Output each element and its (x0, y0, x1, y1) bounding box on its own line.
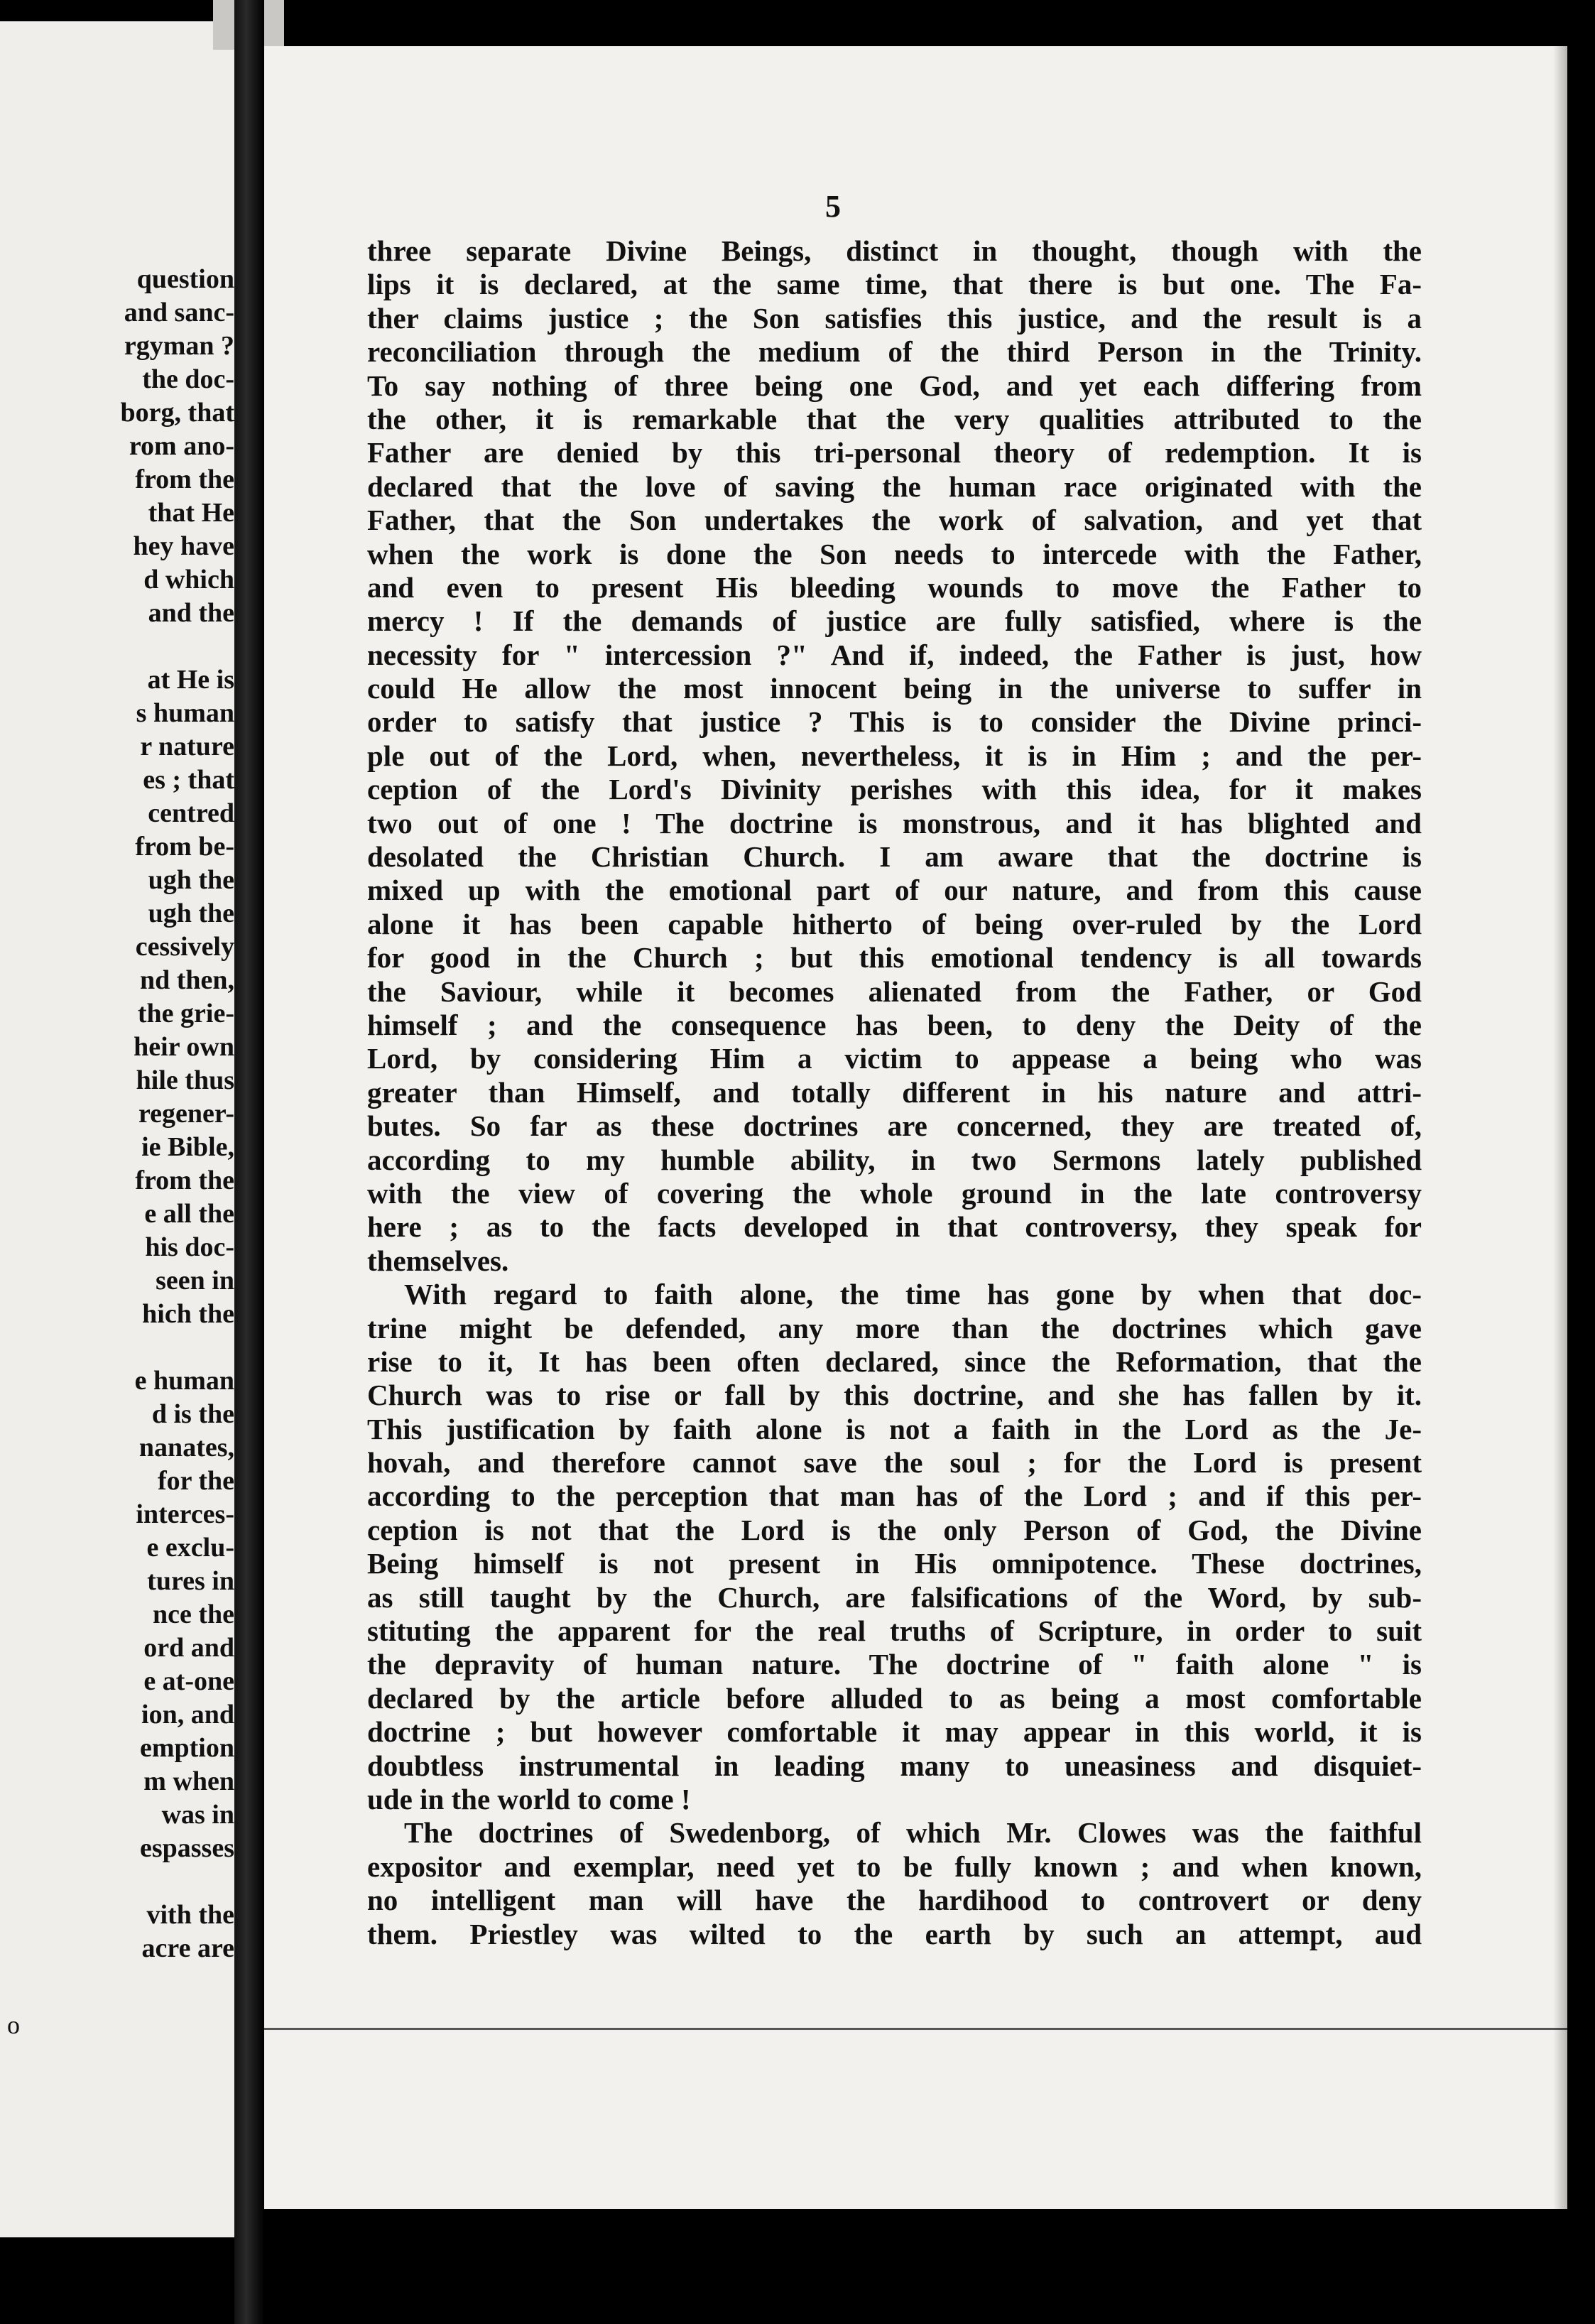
left-page-line: from be- (135, 832, 234, 862)
left-page-line: acre are (141, 1933, 234, 1963)
text-line: expositor and exemplar, need yet to be fully known ; and when known, (367, 1850, 1422, 1883)
text-line: himself ; and the consequence has been, to deny the Deity of the (367, 1008, 1422, 1041)
left-page-line: e exclu- (146, 1533, 234, 1563)
left-page-line: ion, and (141, 1700, 234, 1730)
left-page-line: tures in (147, 1566, 234, 1596)
left-page-line: question (136, 264, 234, 294)
left-page-line: s human (136, 698, 234, 728)
left-page-line: m when (143, 1766, 234, 1796)
left-page-line: rom ano- (129, 431, 234, 461)
text-line: To say nothing of three being one God, and yet each differing from (367, 369, 1422, 402)
text-line: the depravity of human nature. The doctrine of " faith alone " is (367, 1648, 1422, 1681)
text-line: according to the perception that man has of the Lord ; and if this per- (367, 1479, 1422, 1513)
left-page-line: e human (134, 1366, 234, 1396)
text-line: and even to present His bleeding wounds to move the Father to (367, 570, 1422, 604)
right-page (264, 46, 1567, 2209)
text-line: themselves. (367, 1244, 509, 1277)
text-line: ude in the world to come ! (367, 1782, 691, 1815)
text-line: greater than Himself, and totally different in his nature and attri- (367, 1075, 1422, 1109)
text-line: necessity for " intercession ?" And if, indeed, the Father is just, how (367, 638, 1422, 671)
text-line: with the view of covering the whole ground in the late controversy (367, 1176, 1422, 1210)
left-page-line: at He is (147, 665, 234, 695)
left-page-line: seen in (156, 1266, 234, 1296)
text-line: mixed up with the emotional part of our nature, and from this cause (367, 874, 1422, 907)
left-page-line: ugh the (148, 865, 234, 895)
left-page (0, 21, 234, 2237)
text-line: ple out of the Lord, when, nevertheless, it is in Him ; and the per- (367, 739, 1422, 772)
text-line: Being himself is not present in His omnipotence. These doctrines, (367, 1547, 1422, 1580)
left-page-line: ugh the (148, 898, 234, 928)
text-line: when the work is done the Son needs to intercede with the Father, (367, 537, 1422, 570)
left-page-line: the doc- (142, 364, 234, 394)
text-line: With regard to faith alone, the time has gone by when that doc- (404, 1278, 1422, 1311)
left-page-line: centred (148, 798, 234, 828)
text-line: ception is not that the Lord is the only Person of God, the Divine (367, 1513, 1422, 1546)
left-page-line: r nature (140, 732, 234, 761)
text-line: three separate Divine Beings, distinct in thought, though with the (367, 234, 1422, 267)
left-page-line: hich the (142, 1299, 234, 1329)
page-bottom-rule (264, 2028, 1567, 2030)
text-line: mercy ! If the demands of justice are fully satisfied, where is the (367, 604, 1422, 638)
text-line: as still taught by the Church, are falsifications of the Word, by sub- (367, 1580, 1422, 1614)
text-line: the Saviour, while it becomes alienated from the Father, or God (367, 974, 1422, 1008)
left-page-line: borg, that (120, 398, 234, 428)
left-page-line: that He (148, 498, 234, 528)
left-page-line: rgyman ? (124, 331, 234, 361)
left-page-line: vith the (146, 1900, 234, 1930)
book-gutter (234, 0, 264, 2324)
text-line: Father, that the Son undertakes the work of salvation, and yet that (367, 504, 1422, 537)
left-page-line: es ; that (143, 765, 234, 795)
left-page-line: emption (140, 1733, 234, 1763)
text-line: declared by the article before alluded to as being a most comfortable (367, 1681, 1422, 1715)
left-page-line: d which (143, 565, 234, 594)
left-page-line: ie Bible, (141, 1132, 234, 1162)
left-page-line: and sanc- (124, 298, 234, 327)
left-page-line: e all the (144, 1199, 234, 1229)
text-line: could He allow the most innocent being in the universe to suffer in (367, 672, 1422, 705)
text-line: the other, it is remarkable that the very qualities attributed to the (367, 402, 1422, 435)
left-page-line (50, 1865, 234, 1899)
text-line: desolated the Christian Church. I am aware that the doctrine is (367, 840, 1422, 874)
text-line: hovah, and therefore cannot save the soul ; for the Lord is present (367, 1446, 1422, 1479)
left-page-line: heir own (134, 1032, 234, 1062)
text-line: lips it is declared, at the same time, that there is but one. The Fa- (367, 268, 1422, 301)
left-page-line: nanates, (138, 1433, 234, 1462)
left-page-line: from the (135, 465, 234, 494)
text-line: for good in the Church ; but this emotional tendency is all towards (367, 941, 1422, 974)
text-line: them. Priestley was wilted to the earth by such an attempt, aud (367, 1917, 1422, 1950)
left-page-line (50, 1331, 234, 1364)
left-page-line: for the (158, 1466, 234, 1496)
left-page-text (50, 263, 234, 1965)
text-line: alone it has been capable hitherto of being over-ruled by the Lord (367, 907, 1422, 940)
text-line: here ; as to the facts developed in that controversy, they speak for (367, 1210, 1422, 1244)
left-page-line: e at-one (143, 1666, 234, 1696)
left-page-line: espasses (139, 1833, 234, 1863)
text-line: butes. So far as these doctrines are concerned, they are treated of, (367, 1109, 1422, 1143)
text-line: ther claims justice ; the Son satisfies this justice, and the result is a (367, 301, 1422, 335)
text-line: two out of one ! The doctrine is monstrous, and it has blighted and (367, 806, 1422, 840)
text-line: doubtless instrumental in leading many to uneasiness and disquiet- (367, 1749, 1422, 1782)
text-line: no intelligent man will have the hardihood to controvert or deny (367, 1884, 1422, 1917)
text-line: Lord, by considering Him a victim to appease a being who was (367, 1042, 1422, 1075)
left-page-line: and the (148, 598, 234, 628)
text-line: according to my humble ability, in two Sermons lately published (367, 1143, 1422, 1176)
left-page-line: nd then, (139, 965, 234, 995)
text-line: Church was to rise or fall by this doctrine, and she has fallen by it. (367, 1379, 1422, 1412)
text-line: rise to it, It has been often declared, since the Reformation, that the (367, 1345, 1422, 1378)
text-line: ception of the Lord's Divinity perishes with this idea, for it makes (367, 773, 1422, 806)
text-line: trine might be defended, any more than the doctrines which gave (367, 1311, 1422, 1345)
left-page-line: hile thus (136, 1065, 234, 1095)
left-page-mark: o (7, 2011, 20, 2039)
left-page-line: from the (135, 1166, 234, 1195)
page-edge-shadow (1553, 46, 1567, 2209)
page-number: 5 (825, 189, 841, 224)
left-page-line: ord and (143, 1633, 234, 1663)
text-line: order to satisfy that justice ? This is to consider the Divine princi- (367, 705, 1422, 739)
text-line: reconciliation through the medium of the third Person in the Trinity. (367, 335, 1422, 369)
text-line: Father are denied by this tri-personal theory of redemption. It is (367, 436, 1422, 469)
left-page-line: d is the (151, 1399, 234, 1429)
left-page-line: the grie- (137, 999, 234, 1028)
text-line: This justification by faith alone is not a faith in the Lord as the Je- (367, 1412, 1422, 1445)
left-page-line: his doc- (145, 1232, 234, 1262)
left-page-line: cessively (135, 932, 234, 962)
text-line: declared that the love of saving the human race originated with the (367, 469, 1422, 503)
left-page-line (50, 630, 234, 663)
left-page-line: was in (161, 1800, 234, 1830)
text-line: The doctrines of Swedenborg, of which Mr. Clowes was the faithful (404, 1816, 1422, 1850)
text-line: doctrine ; but however comfortable it may appear in this world, it is (367, 1715, 1422, 1749)
left-page-line: interces- (136, 1499, 234, 1529)
left-page-line: nce the (152, 1600, 234, 1629)
left-page-line: regener- (138, 1099, 234, 1129)
text-line: stituting the apparent for the real truths of Scripture, in order to suit (367, 1614, 1422, 1648)
body-text (367, 234, 1422, 1951)
left-page-line: hey have (133, 531, 234, 561)
